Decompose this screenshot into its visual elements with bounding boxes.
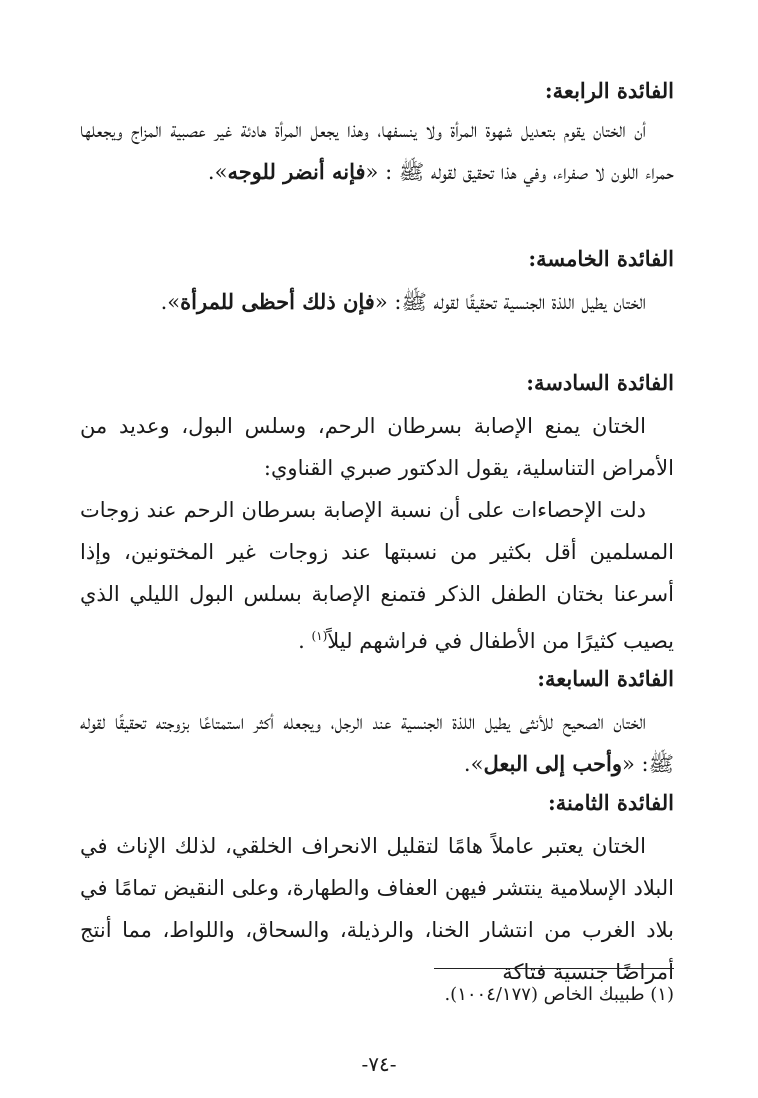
section-6 xyxy=(80,370,674,662)
section-7 xyxy=(80,666,674,785)
section-heading: الفائدة السابعة: xyxy=(537,666,674,691)
section-4 xyxy=(80,78,674,193)
quote-close: ». xyxy=(207,160,228,184)
section-heading: الفائدة الرابعة: xyxy=(544,78,674,103)
footnote: (١) طبيبك الخاص (١٠٠٤/١٧٧). xyxy=(444,984,674,1005)
section-paragraph xyxy=(80,405,674,489)
quote-open: « xyxy=(622,752,635,776)
section-5 xyxy=(80,246,674,323)
quote-close: ». xyxy=(160,290,181,314)
quoted-paragraph xyxy=(80,489,674,662)
section-8 xyxy=(80,790,674,993)
section-paragraph xyxy=(80,701,674,785)
section-heading: الفائدة الثامنة: xyxy=(548,790,674,815)
page-number: -٧٤- xyxy=(361,1052,397,1076)
hadith-quote: فإنه أنضر للوجه xyxy=(227,159,366,184)
footnote-divider xyxy=(434,968,674,969)
paragraph-text: الختان يمنع الإصابة بسرطان الرحم، وسلس البول، وعديد من الأمراض التناسلية، يقول الدكتور صبري القناوي: xyxy=(80,414,674,480)
paragraph-text: أن الختان يقوم بتعديل شهوة المرأة ولا ينسفها، وهذا يجعل المرأة هادئة غير عصبية المزاج ويجعلها حمراء اللون لا صفراء، وفي هذا تحقيق لقوله ﷺ : xyxy=(80,118,674,184)
footnote-reference[interactable]: (١) xyxy=(311,629,328,643)
paragraph-text: الختان الصحيح للأنثى يطيل اللذة الجنسية عند الرجل، ويجعله أكثر استمتاعًا بزوجته تحقيقًا لقوله ﷺ: xyxy=(80,710,674,776)
section-heading: الفائدة الخامسة: xyxy=(528,246,674,271)
paragraph-end: . xyxy=(298,629,312,653)
paragraph-text: دلت الإحصاءات على أن نسبة الإصابة بسرطان الرحم عند زوجات المسلمين أقل بكثير من نسبتها عند زوجات غير المختونين، وإذا أسرعنا بختان الطفل الذكر فتمنع الإصابة بسلس البول الليلي الذي يصيب كثيرًا من الأطفال في فراشهم ليلاً xyxy=(80,498,674,653)
hadith-quote: فإن ذلك أحظى للمرأة xyxy=(180,289,375,314)
section-paragraph xyxy=(80,281,674,323)
section-paragraph xyxy=(80,109,674,193)
hadith-quote: وأحب إلى البعل xyxy=(483,751,622,776)
paragraph-text: الختان يطيل اللذة الجنسية تحقيقًا لقوله ﷺ: xyxy=(394,290,646,314)
quote-open: « xyxy=(365,160,379,184)
quote-close: ». xyxy=(463,752,484,776)
paragraph-text: الختان يعتبر عاملاً هامًا لتقليل الانحراف الخلقي، لذلك الإناث في البلاد الإسلامية ينتشر فيهن العفاف والطهارة، وعلى النقيض تمامًا في بلاد الغرب من انتشار الخنا، والرذيلة، والسحاق، واللواط، مما أنتج أمراضًا جنسية فتاكة xyxy=(80,834,674,984)
section-heading: الفائدة السادسة: xyxy=(526,370,674,395)
quote-open: « xyxy=(374,290,388,314)
